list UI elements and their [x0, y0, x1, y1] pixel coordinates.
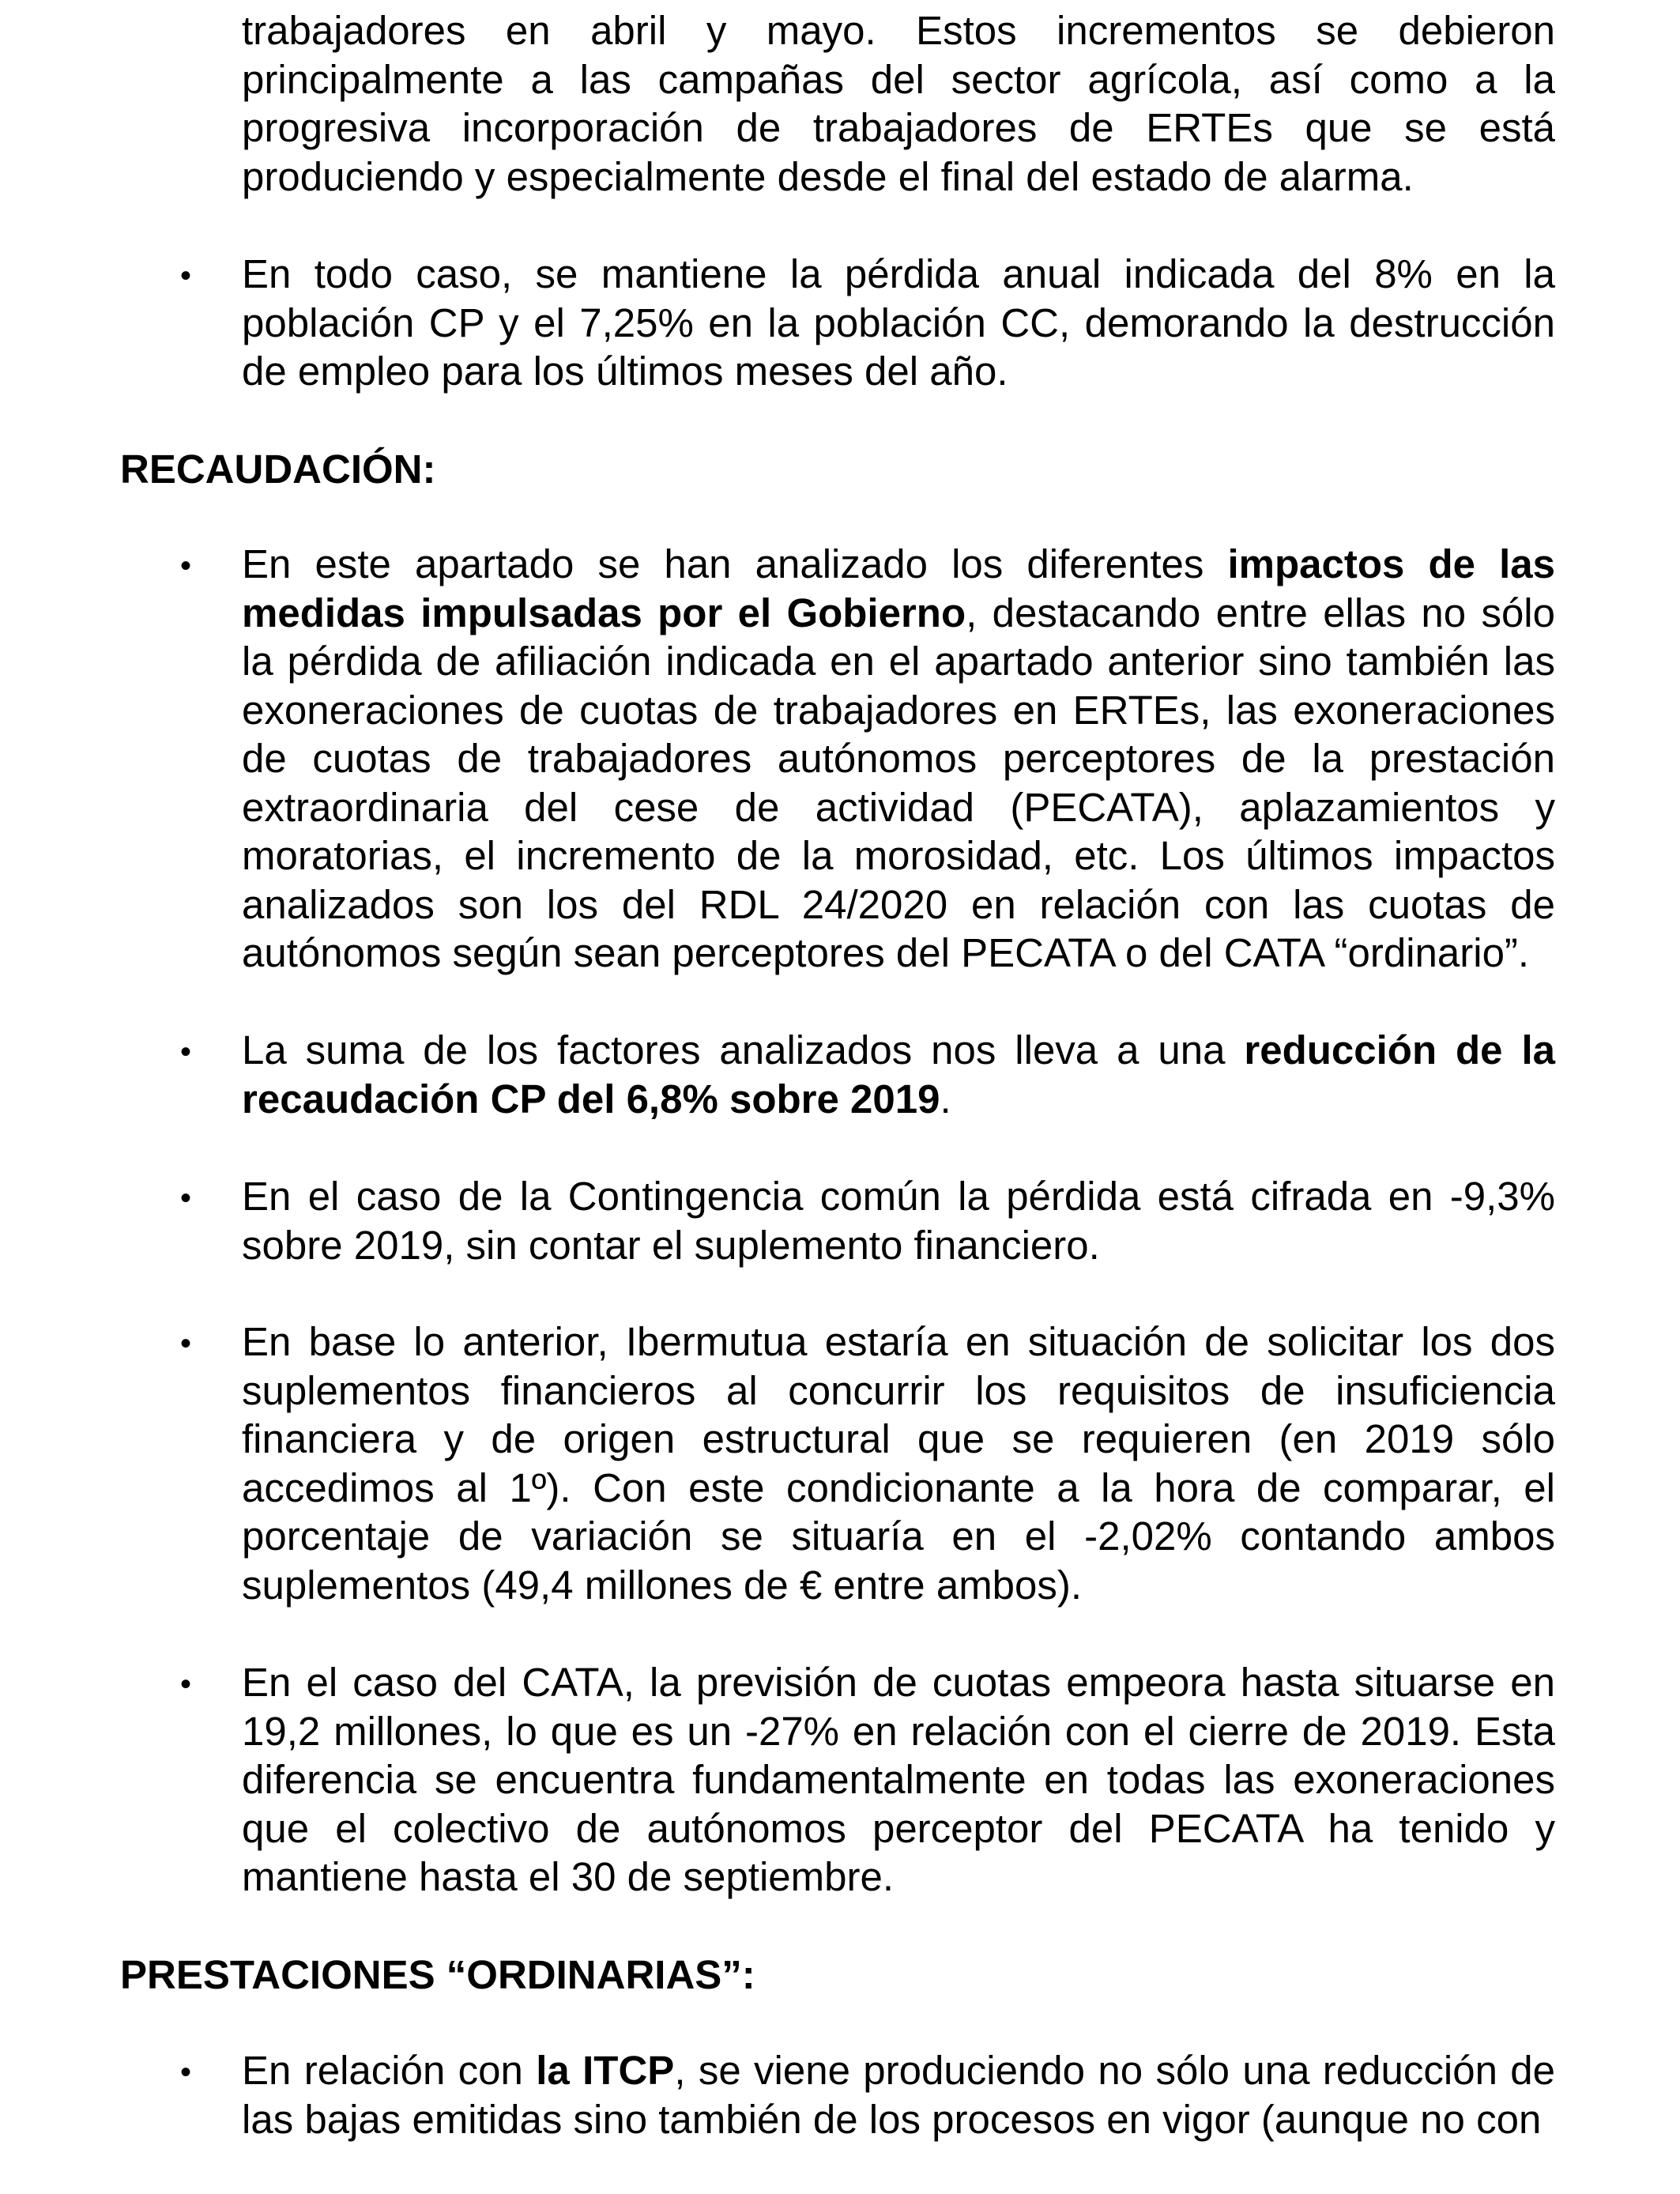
intro-paragraph: trabajadores en abril y mayo. Estos incrementos se debieron principalmente a las campañas del sector agrícola, así como a la progresiva incorporación de trabajadores de ERTEs que se está produciendo y especialmente desde el final del estado de alarma.: [242, 8, 1555, 199]
bullet-icon: •: [180, 1181, 192, 1216]
prestaciones-heading: PRESTACIONES “ORDINARIAS”:: [120, 1952, 755, 1997]
bullet-icon: •: [180, 548, 192, 583]
empleo-bullet-text: En todo caso, se mantiene la pérdida anual indicada del 8% en la población CP y el 7,25% en la población CC, demorando la destrucción de empleo para los últimos meses del año.: [242, 251, 1555, 394]
reduccion-bold: reducción de la recaudación CP del 6,8% sobre 2019: [242, 1027, 1555, 1122]
impactos-pre: En este apartado se han analizado los diferentes: [242, 541, 1228, 586]
impactos-post: , destacando entre ellas no sólo la pérdida de afiliación indicada en el apartado anterior sino también las exoneraciones de cuotas de trabajadores en ERTEs, las exoneraciones de cuotas de trabajadores autónomos perceptores de la prestación extraordinaria del cese de actividad (PECATA), aplazamientos y moratorias, el incremento de la morosidad, etc. Los últimos impactos analizados son los del RDL 24/2020 en relación con las cuotas de autónomos según sean perceptores del PECATA o del CATA “ordinario”.: [242, 590, 1555, 975]
recaudacion-bullet-suplementos: En base lo anterior, Ibermutua estaría en situación de solicitar los dos suplementos financieros al concurrir los requisitos de insuficiencia financiera y de origen estructural que se requieren (en 2019 sólo accedimos al 1º). Con este condicionante a la hora de comparar, el porcentaje de variación se situaría en el -2,02% contando ambos suplementos (49,4 millones de € entre ambos).: [242, 1319, 1555, 1608]
bullet-icon: •: [180, 258, 192, 293]
itcp-post: , se viene produciendo no sólo una reducción de las bajas emitidas sino también de los procesos en vigor (aunque no con: [242, 2048, 1556, 2142]
recaudacion-bullet-impactos: [242, 540, 1555, 978]
bullet-icon: •: [180, 1326, 192, 1361]
recaudacion-bullet-reduccion: [242, 1026, 1555, 1123]
itcp-bold: la ITCP: [536, 2048, 675, 2093]
bullet-icon: •: [180, 2055, 192, 2090]
recaudacion-bullet-cata: En el caso del CATA, la previsión de cuotas empeora hasta situarse en 19,2 millones, lo que es un -27% en relación con el cierre de 2019. Esta diferencia se encuentra fundamentalmente en todas las exoneraciones que el colectivo de autónomos perceptor del PECATA ha tenido y mantiene hasta el 30 de septiembre.: [242, 1660, 1555, 1899]
bullet-icon: •: [180, 1667, 192, 1702]
recaudacion-heading: RECAUDACIÓN:: [120, 447, 436, 492]
recaudacion-bullet-contingencia: En el caso de la Contingencia común la pérdida está cifrada en -9,3% sobre 2019, sin contar el suplemento financiero.: [242, 1174, 1555, 1268]
itcp-pre: En relación con: [242, 2048, 537, 2093]
prestaciones-bullet-itcp: [242, 2046, 1555, 2143]
reduccion-pre: La suma de los factores analizados nos lleva a una: [242, 1027, 1245, 1072]
impactos-bold: impactos de las medidas impulsadas por el Gobierno: [242, 541, 1555, 635]
reduccion-post: .: [940, 1076, 951, 1122]
bullet-icon: •: [180, 1035, 192, 1069]
